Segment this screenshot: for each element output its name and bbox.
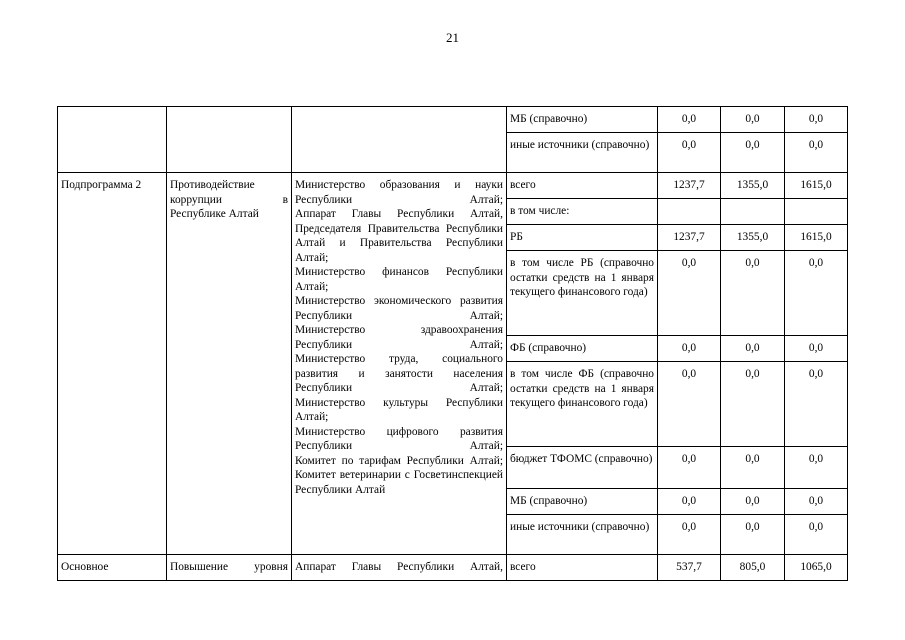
year-3-value: 1065,0 [785, 555, 848, 581]
year-3-value: 0,0 [785, 336, 848, 362]
year-1-value [658, 199, 721, 225]
table-row [58, 555, 848, 581]
year-1-value: 0,0 [658, 489, 721, 515]
year-3-value: 0,0 [785, 489, 848, 515]
year-2-value [721, 199, 785, 225]
program-name-cell [167, 107, 292, 173]
executor-item: Министерство труда, социального развития и занятости населения Республики Алтай; [295, 353, 503, 394]
year-1-value: 0,0 [658, 251, 721, 336]
year-2-value: 0,0 [721, 251, 785, 336]
table-row [58, 173, 848, 199]
funding-source-cell: иные источники (справочно) [507, 515, 658, 555]
main-event-name-cell: Повышение уровня [167, 555, 292, 581]
year-2-value: 0,0 [721, 107, 785, 133]
funding-source-cell: МБ (справочно) [507, 107, 658, 133]
year-2-value: 0,0 [721, 515, 785, 555]
funding-source-cell: иные источники (справочно) [507, 133, 658, 173]
year-3-value: 0,0 [785, 107, 848, 133]
year-2-value: 0,0 [721, 336, 785, 362]
program-executors-cell [292, 107, 507, 173]
funding-source-cell: ФБ (справочно) [507, 336, 658, 362]
year-1-value: 1237,7 [658, 225, 721, 251]
executor-item: Министерство финансов Республики Алтай; [295, 266, 503, 293]
year-1-value: 0,0 [658, 133, 721, 173]
funding-source-cell: всего [507, 173, 658, 199]
year-2-value: 0,0 [721, 362, 785, 447]
year-2-value: 805,0 [721, 555, 785, 581]
year-2-value: 1355,0 [721, 225, 785, 251]
funding-source-cell: МБ (справочно) [507, 489, 658, 515]
year-3-value: 0,0 [785, 133, 848, 173]
executor-item: Комитет по тарифам Республики Алтай; [295, 454, 503, 467]
funding-source-cell: всего [507, 555, 658, 581]
year-3-value: 0,0 [785, 251, 848, 336]
year-1-value: 0,0 [658, 336, 721, 362]
year-1-value: 0,0 [658, 107, 721, 133]
year-1-value: 1237,7 [658, 173, 721, 199]
executor-item: Министерство здравоохранения Республики Алтай; [295, 324, 503, 351]
executor-item: Министерство культуры Республики Алтай; [295, 396, 503, 423]
year-2-value: 0,0 [721, 447, 785, 489]
year-1-value: 0,0 [658, 447, 721, 489]
budget-table [57, 106, 848, 581]
executor-item: Министерство цифрового развития Республики Алтай; [295, 425, 503, 452]
year-3-value: 1615,0 [785, 173, 848, 199]
subprogram-name-cell: Противодействие коррупции в Республике Алтай [167, 173, 292, 555]
funding-source-cell: в том числе: [507, 199, 658, 225]
program-label-cell [58, 107, 167, 173]
table-row [58, 107, 848, 133]
main-event-label-cell: Основное [58, 555, 167, 581]
year-1-value: 537,7 [658, 555, 721, 581]
main-event-executor-cell: Аппарат Главы Республики Алтай, [292, 555, 507, 581]
year-2-value: 0,0 [721, 489, 785, 515]
funding-source-cell: РБ [507, 225, 658, 251]
page-number: 21 [446, 30, 459, 45]
subprogram-label-cell: Подпрограмма 2 [58, 173, 167, 555]
year-1-value: 0,0 [658, 362, 721, 447]
year-3-value: 0,0 [785, 362, 848, 447]
subprogram-executors-cell [292, 173, 507, 555]
year-3-value: 0,0 [785, 515, 848, 555]
year-2-value: 0,0 [721, 133, 785, 173]
executor-item: Аппарат Главы Республики Алтай, Председателя Правительства Республики Алтай и Правительства Республики Алтай; [295, 208, 503, 264]
executor-item: Комитет ветеринарии с Госветинспекцией Республики Алтай [295, 469, 503, 496]
funding-source-cell: бюджет ТФОМС (справочно) [507, 447, 658, 489]
year-3-value: 0,0 [785, 447, 848, 489]
executor-item: Министерство образования и науки Республики Алтай; [295, 179, 503, 206]
year-3-value [785, 199, 848, 225]
year-2-value: 1355,0 [721, 173, 785, 199]
funding-source-cell: в том числе ФБ (справочно остатки средств на 1 января текущего финансового года) [507, 362, 658, 447]
year-1-value: 0,0 [658, 515, 721, 555]
executor-item: Министерство экономического развития Республики Алтай; [295, 295, 503, 322]
year-3-value: 1615,0 [785, 225, 848, 251]
funding-source-cell: в том числе РБ (справочно остатки средств на 1 января текущего финансового года) [507, 251, 658, 336]
